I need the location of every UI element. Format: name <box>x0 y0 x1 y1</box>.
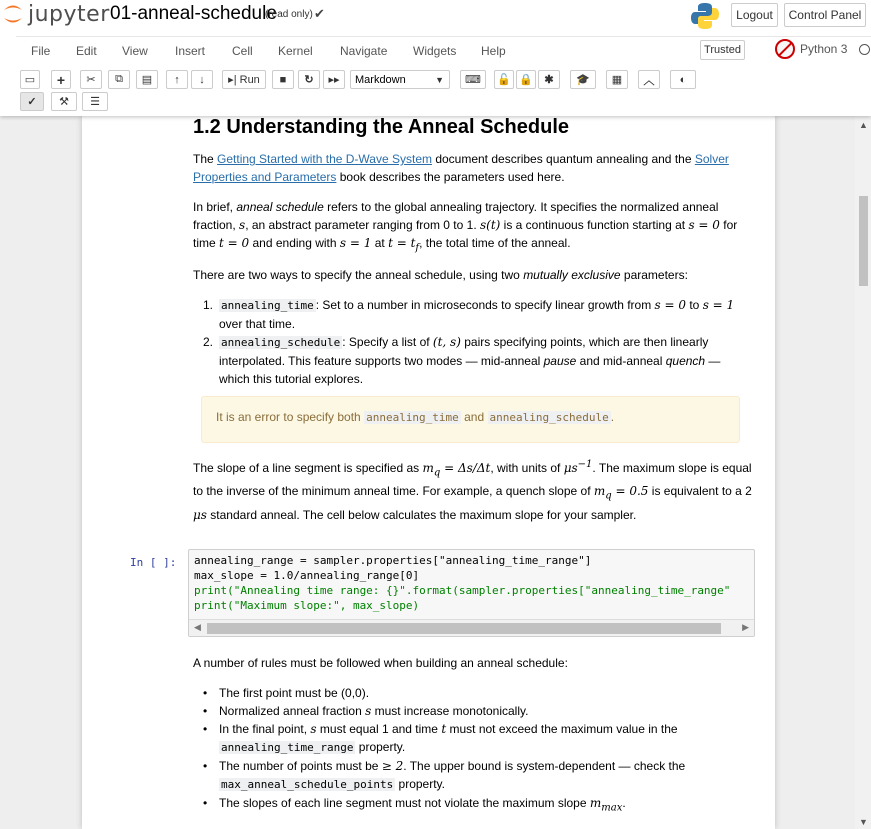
notebook-header <box>0 0 871 116</box>
warning-alert <box>201 396 740 443</box>
rules-list <box>203 684 743 817</box>
math: $m_q = \Delta s/\Delta t$ <box>422 461 491 479</box>
inline-code: annealing_time <box>366 411 459 424</box>
jupyter-logo-icon <box>2 2 24 26</box>
bullet: • <box>203 686 208 700</box>
math: s = 0 <box>688 218 720 232</box>
getting-started-link[interactable]: Getting Started with the D-Wave System <box>217 152 432 166</box>
alert-text: and <box>460 410 488 424</box>
p4-text: The slope of a line segment is specified as <box>193 461 423 475</box>
gavel-icon: ⚒ <box>59 96 69 108</box>
rule-text: The slopes of each line segment must not violate the maximum slope <box>219 796 590 810</box>
checkpoint-icon: ✔ <box>314 6 325 21</box>
kernel-idle-icon <box>859 44 870 55</box>
graduation-cap-icon: 🎓 <box>576 74 590 86</box>
p2-text: refers to the global annealing trajectory. It specifies the normalized anneal fraction, <box>193 200 719 232</box>
rule-text: must equal 1 and time <box>316 722 442 736</box>
fast-forward-icon: ▸▸ <box>328 74 340 86</box>
p2-text: and ending with <box>249 236 340 250</box>
gavel-button[interactable] <box>51 92 77 111</box>
list-item <box>203 757 743 794</box>
rules-intro: A number of rules must be followed when building an anneal schedule: <box>193 656 568 670</box>
list-text: : Specify a list of <box>342 335 433 349</box>
scissors-icon: ✂ <box>86 74 96 86</box>
p3-emphasis: mutually exclusive <box>523 268 621 282</box>
list-text: and mid-anneal <box>576 354 666 368</box>
p2-text: is a continuous function starting at <box>500 218 689 232</box>
code-line: print("Maximum slope:", max_slope) <box>194 599 420 612</box>
jupyter-logo[interactable] <box>2 2 110 26</box>
logout-button[interactable]: Logout <box>731 3 778 27</box>
scroll-thumb[interactable] <box>207 623 721 634</box>
math: s <box>365 704 372 718</box>
math: μs <box>193 507 207 522</box>
solver-properties-link[interactable]: Solver Properties and Parameters <box>193 152 729 184</box>
page-vertical-scrollbar[interactable] <box>855 116 871 829</box>
list-item <box>203 296 743 333</box>
math: ≥ 2 <box>381 759 404 773</box>
math: $t = t_f$ <box>388 236 420 254</box>
menu-view[interactable]: View <box>122 44 148 58</box>
menu-cell[interactable]: Cell <box>232 44 253 58</box>
code-line: max_slope = 1.0/annealing_range[0] <box>194 569 420 582</box>
collapse-button[interactable] <box>638 70 660 89</box>
math: s = 0 <box>654 298 687 312</box>
move-down-button[interactable] <box>191 70 213 89</box>
rule-text: In the final point, <box>219 722 311 736</box>
stop-icon: ■ <box>279 73 287 86</box>
list-text: pairs specifying points, which are then linearly interpolated. This feature supports two modes — mid-anneal <box>219 335 709 368</box>
inline-code: annealing_time_range <box>221 741 354 754</box>
chevron-down-icon: ▼ <box>435 75 444 85</box>
intro-paragraph <box>193 150 753 186</box>
rule-text: property. <box>355 740 406 754</box>
refresh-icon: ↻ <box>304 74 314 86</box>
math: $\mu s^{-1}$ <box>563 459 593 475</box>
step-forward-icon: ▸| <box>228 74 237 86</box>
menu-file[interactable]: File <box>31 44 51 58</box>
python-logo-icon <box>690 1 720 31</box>
list-number: 2. <box>203 335 214 349</box>
toggle-icon: ◐ <box>679 73 687 86</box>
run-label: Run <box>239 73 260 86</box>
lock-button[interactable] <box>516 70 536 89</box>
menu-edit[interactable]: Edit <box>76 44 97 58</box>
graduation-button[interactable] <box>570 70 596 89</box>
p4-text: standard anneal. The cell below calculates the maximum slope for your sampler. <box>206 507 637 522</box>
rule-text: The first point must be (0,0). <box>219 686 370 700</box>
rule-text: . <box>622 796 626 810</box>
readonly-indicator: (read only) <box>265 9 313 20</box>
list-emphasis: pause <box>543 354 577 368</box>
p2-text: In brief, <box>193 200 237 214</box>
kernel-name: Python 3 <box>800 42 848 56</box>
unlock-icon: 🔓 <box>497 74 511 86</box>
math: s(t) <box>480 218 501 232</box>
p1-text: The <box>193 152 218 166</box>
cell-type-select[interactable] <box>350 70 450 89</box>
list-item <box>203 684 743 702</box>
menu-kernel[interactable]: Kernel <box>278 44 313 58</box>
paste-icon: ▤ <box>141 74 153 86</box>
inline-code: annealing_schedule <box>221 336 341 349</box>
math: t = 0 <box>219 236 250 250</box>
save-icon: ▭ <box>24 74 36 86</box>
notebook-title[interactable]: 01-anneal-schedule <box>110 3 277 24</box>
slope-paragraph <box>193 456 753 524</box>
chevron-up-icon: ︿ <box>643 74 655 87</box>
p3-text: parameters: <box>620 268 688 282</box>
control-panel-button[interactable]: Control Panel <box>784 3 866 27</box>
inline-code: max_anneal_schedule_points <box>221 778 394 791</box>
inline-code: annealing_time <box>221 299 314 312</box>
table-button[interactable] <box>606 70 628 89</box>
rule-text: property. <box>395 777 445 791</box>
p1-text: book describes the parameters used here. <box>336 170 565 184</box>
paste-button[interactable] <box>136 70 158 89</box>
kernel-status-icon <box>775 39 795 59</box>
alert-text: It is an error to specify both <box>216 410 365 424</box>
scroll-up-icon[interactable]: ▲ <box>859 120 868 130</box>
section-heading: 1.2 Understanding the Anneal Schedule <box>193 116 569 138</box>
rule-text: The number of points must be <box>219 759 382 773</box>
unlock-button[interactable] <box>494 70 514 89</box>
list-number: 1. <box>203 298 214 312</box>
scroll-down-icon[interactable]: ▼ <box>859 817 868 827</box>
math: s <box>310 722 317 736</box>
arrow-up-icon: ↑ <box>174 73 180 86</box>
menu-insert[interactable]: Insert <box>175 44 206 58</box>
list-text: — which this tutorial explores. <box>219 354 721 386</box>
list-icon: ☰ <box>90 96 100 108</box>
p2-text: , the total time of the anneal. <box>419 236 571 250</box>
insert-cell-button[interactable] <box>51 70 71 89</box>
cell-type-value: Markdown <box>355 73 406 86</box>
p2-text: for time <box>193 218 738 250</box>
p2-emphasis: anneal schedule <box>236 200 324 214</box>
menu-widgets[interactable]: Widgets <box>413 44 457 58</box>
bullet: • <box>203 704 208 718</box>
restart-run-all-button[interactable] <box>323 70 345 89</box>
list-item <box>203 702 743 720</box>
code-horizontal-scrollbar[interactable] <box>189 619 754 636</box>
p4-text: . The maximum slope is equal to the inverse of the minimum anneal time. For example, a quench slope of <box>193 461 752 499</box>
math: s <box>239 218 246 232</box>
spellcheck-icon: ✓ <box>27 96 37 108</box>
bullet: • <box>203 796 208 810</box>
scroll-right-icon[interactable]: ▶ <box>742 622 749 632</box>
two-ways-paragraph <box>193 266 753 284</box>
scroll-thumb[interactable] <box>859 196 868 286</box>
bullet: • <box>203 759 208 773</box>
code-line: print("Annealing time range: {}".format(sampler.properties["annealing_time_range" <box>194 584 731 597</box>
rule-text: must not exceed the maximum value in the <box>446 722 678 736</box>
list-item <box>203 333 743 388</box>
list-text: to <box>686 298 703 312</box>
command-palette-button[interactable] <box>460 70 486 89</box>
calculator-icon: ▦ <box>611 74 623 86</box>
p4-text: is equivalent to a 2 <box>648 484 752 499</box>
lock-icon: 🔒 <box>519 74 533 86</box>
code-cell[interactable] <box>188 549 755 637</box>
restart-button[interactable] <box>298 70 320 89</box>
menu-help[interactable]: Help <box>481 44 506 58</box>
cut-button[interactable] <box>80 70 102 89</box>
p3-text: There are two ways to specify the anneal schedule, using two <box>193 268 524 282</box>
math: (t, s) <box>432 335 461 349</box>
interrupt-button[interactable] <box>272 70 294 89</box>
trusted-indicator[interactable]: Trusted <box>700 40 745 60</box>
scroll-left-icon[interactable]: ◀ <box>194 622 201 632</box>
toggle-button[interactable] <box>670 70 696 89</box>
bullet: • <box>203 722 208 736</box>
copy-button[interactable] <box>108 70 130 89</box>
rule-text: must increase monotonically. <box>371 704 529 718</box>
rule-text: Normalized anneal fraction <box>219 704 366 718</box>
inline-code: annealing_schedule <box>489 411 609 424</box>
list-text: : Set to a number in microseconds to specify linear growth from <box>315 298 655 312</box>
list-text: over that time. <box>219 317 296 331</box>
keyboard-icon: ⌨ <box>465 74 481 86</box>
math: $m_{max}$ <box>589 796 623 814</box>
list-button[interactable] <box>82 92 108 111</box>
copy-icon: ⧉ <box>115 73 123 85</box>
p4-text: , with units of <box>490 461 564 475</box>
run-button[interactable] <box>222 70 266 89</box>
math: s = 1 <box>339 236 372 250</box>
p2-text: , an abstract parameter ranging from 0 to 1. <box>245 218 480 232</box>
jupyter-wordmark: jupyter <box>28 1 110 27</box>
alert-text: . <box>610 410 615 424</box>
plus-icon: + <box>56 71 66 88</box>
notebook-container <box>82 116 775 829</box>
p2-text: at <box>371 236 389 250</box>
input-prompt: In [ ]: <box>130 556 177 569</box>
list-item <box>203 720 743 757</box>
code-line: annealing_range = sampler.properties["annealing_time_range"] <box>194 554 592 567</box>
spellcheck-button[interactable] <box>20 92 44 111</box>
save-button[interactable] <box>20 70 40 89</box>
arrow-down-icon: ↓ <box>199 73 205 86</box>
anneal-schedule-paragraph <box>193 198 753 257</box>
asterisk-icon: ✱ <box>544 74 554 86</box>
math: t <box>441 722 447 736</box>
math: $m_q = 0.5$ <box>593 484 649 502</box>
move-up-button[interactable] <box>166 70 188 89</box>
menu-navigate[interactable]: Navigate <box>340 44 388 58</box>
math: s = 1 <box>702 298 735 312</box>
list-item <box>203 794 743 817</box>
p1-text: document describes quantum annealing and the <box>431 152 695 166</box>
rule-text: . The upper bound is system-dependent — check the <box>403 759 686 773</box>
list-emphasis: quench <box>665 354 706 368</box>
parameters-list <box>203 296 743 388</box>
asterisk-button[interactable] <box>538 70 560 89</box>
